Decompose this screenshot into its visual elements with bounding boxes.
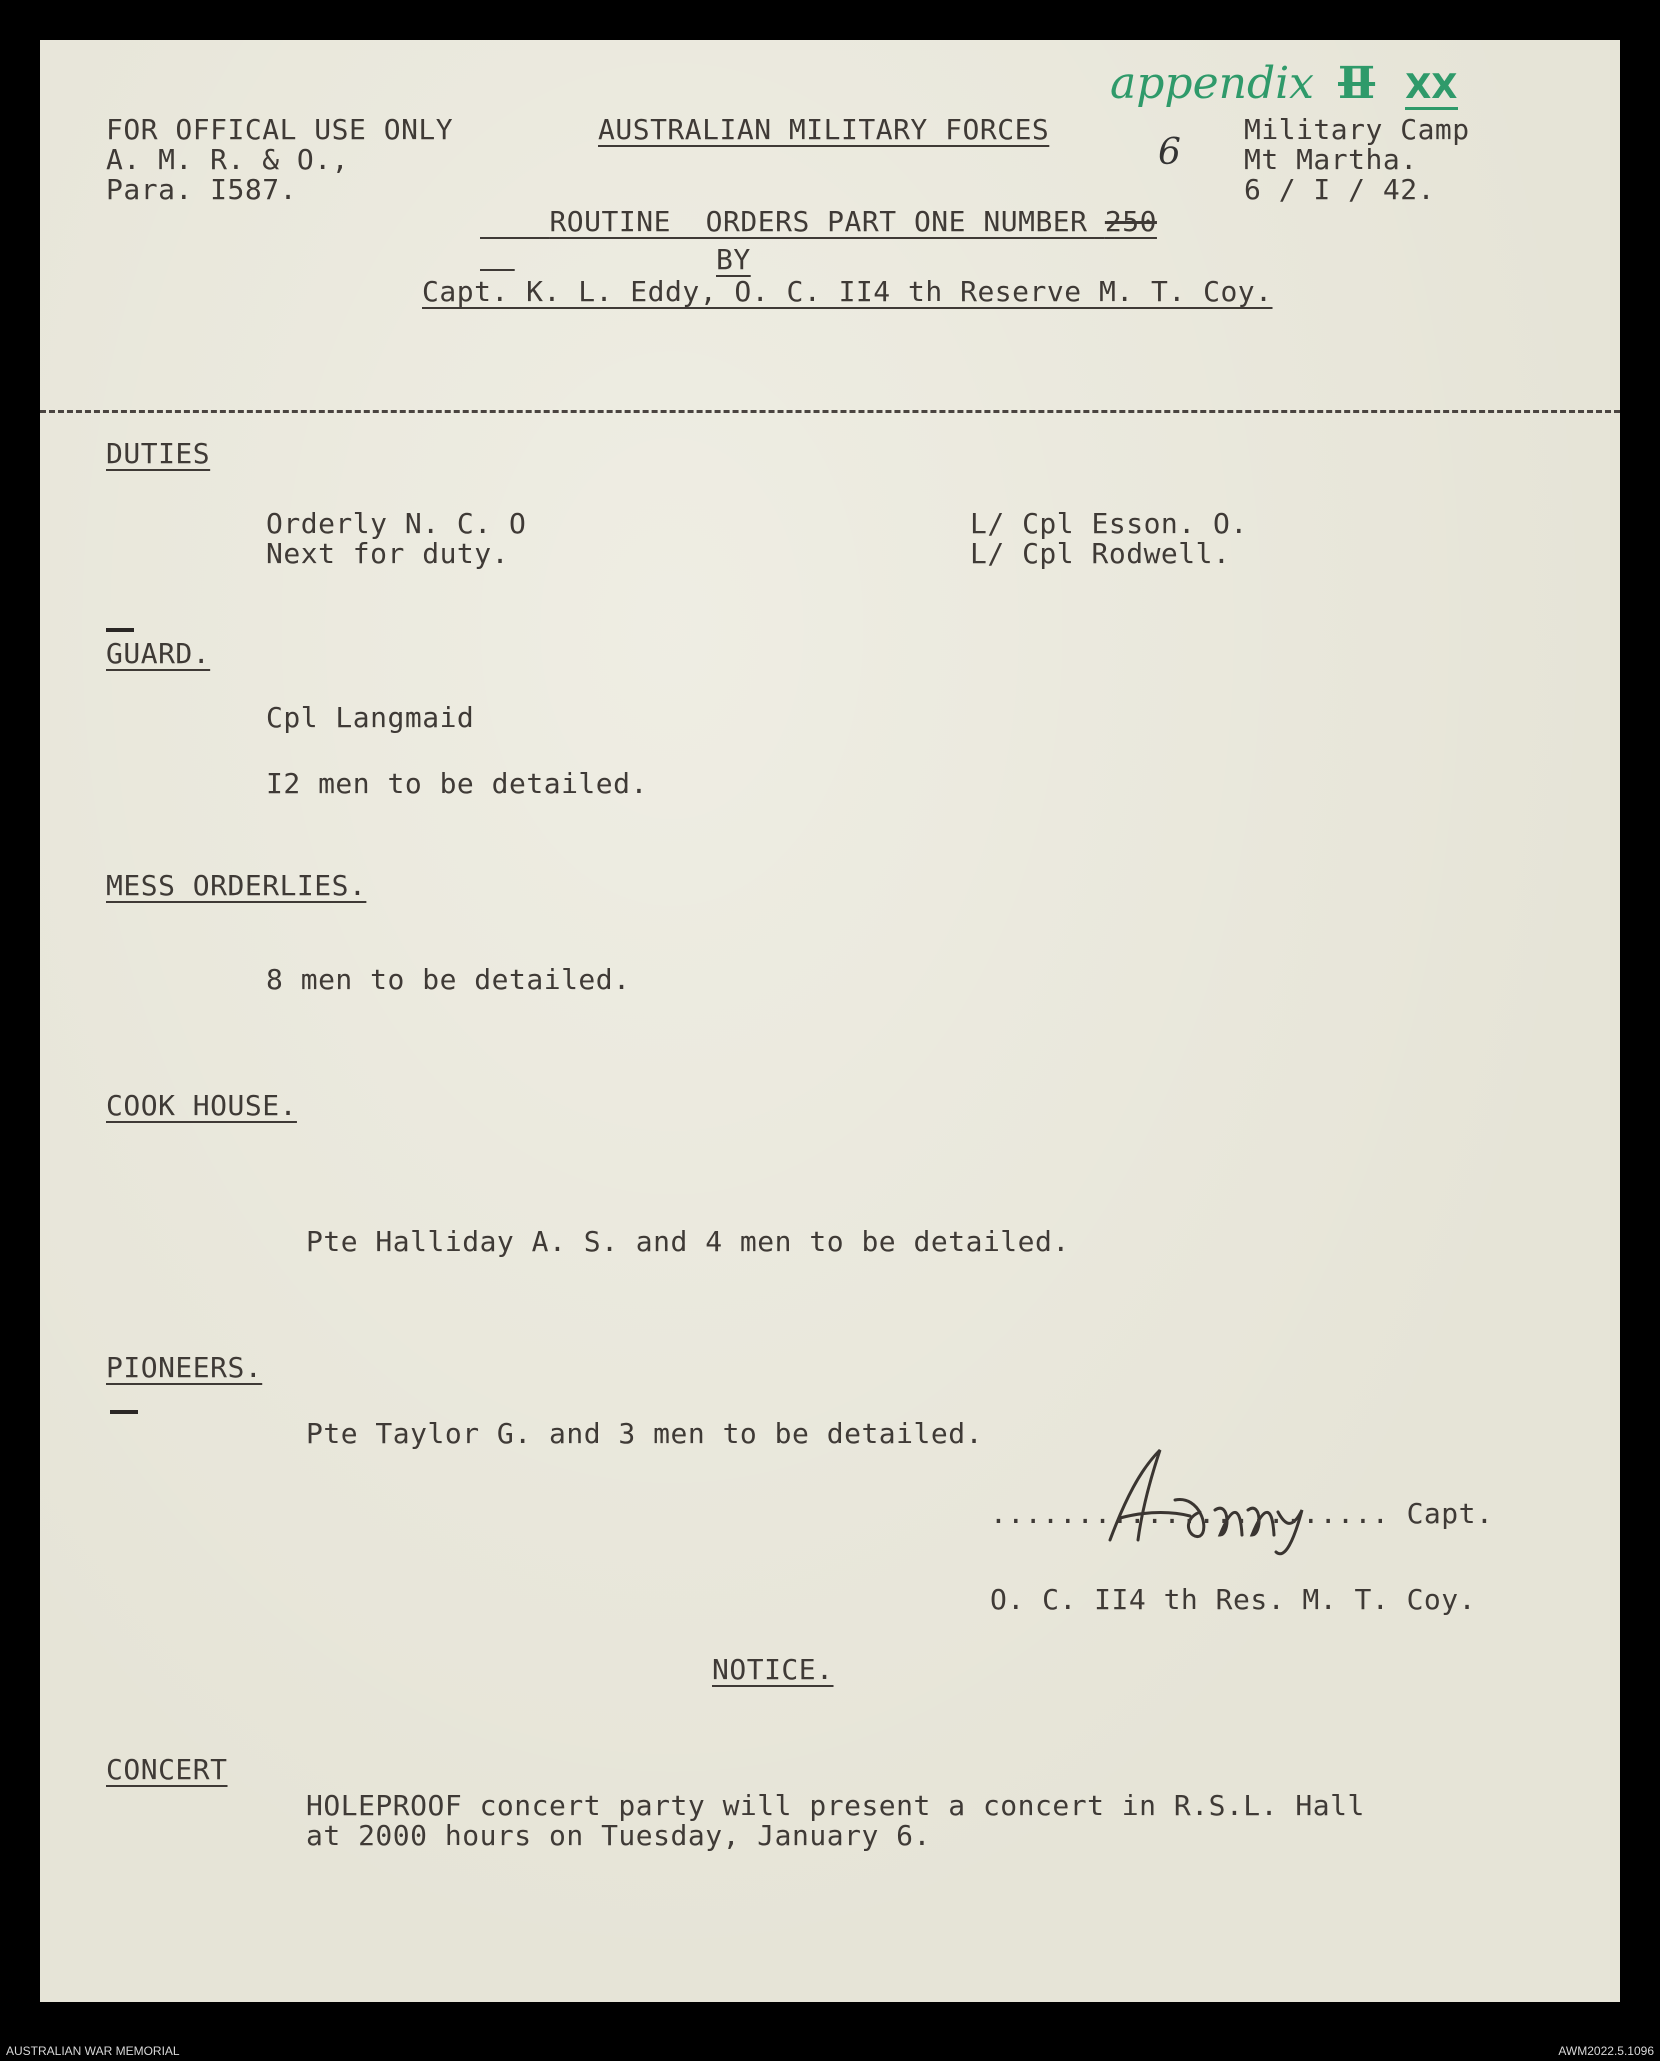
guard-heading: GUARD. (106, 637, 211, 670)
cook-house-line-1: Pte Halliday A. S. and 4 men to be detailed. (306, 1225, 1070, 1258)
header-left-line-1: FOR OFFICAL USE ONLY (106, 113, 454, 146)
duty-role-2: Next for duty. (266, 537, 510, 570)
duty-role-1: Orderly N. C. O (266, 507, 527, 540)
header-right-line-2: Mt Martha. (1244, 143, 1418, 176)
handwritten-annotation: appendix Ⅱ XX (1110, 58, 1458, 109)
concert-heading: CONCERT (106, 1753, 228, 1786)
routine-orders-label: ROUTINE ORDERS PART ONE NUMBER (549, 205, 1105, 238)
cook-house-heading: COOK HOUSE. (106, 1089, 297, 1122)
margin-mark (110, 1410, 138, 1414)
handwritten-order-number: 6 (1158, 132, 1181, 173)
header-right-line-3: 6 / I / 42. (1244, 173, 1435, 206)
header-left-line-3: Para. I587. (106, 173, 297, 206)
concert-line-1: HOLEPROOF concert party will present a concert in R.S.L. Hall (306, 1789, 1365, 1822)
by-label: BY (716, 243, 751, 276)
mess-orderlies-heading: MESS ORDERLIES. (106, 869, 367, 902)
header-routine-orders (480, 174, 1157, 270)
duty-name-1: L/ Cpl Esson. O. (970, 507, 1248, 540)
signature-line: ....................... Capt. (990, 1497, 1494, 1530)
duty-name-2: L/ Cpl Rodwell. (970, 537, 1231, 570)
issuer-line: Capt. K. L. Eddy, O. C. II4 th Reserve M. T. Coy. (422, 275, 1273, 308)
mess-orderlies-line-1: 8 men to be detailed. (266, 963, 631, 996)
concert-line-2: at 2000 hours on Tuesday, January 6. (306, 1819, 931, 1852)
notice-heading: NOTICE. (712, 1653, 834, 1686)
pioneers-heading: PIONEERS. (106, 1351, 263, 1384)
annotation-text: appendix (1110, 58, 1314, 109)
duties-heading: DUTIES (106, 437, 211, 470)
margin-mark (106, 628, 134, 632)
footer-reference: AWM2022.5.1096 (1558, 2044, 1654, 2058)
annotation-numeral: XX (1405, 67, 1457, 110)
footer-credit: AUSTRALIAN WAR MEMORIAL (6, 2044, 180, 2058)
struck-order-number: 250 (1104, 205, 1157, 238)
header-right-line-1: Military Camp (1244, 113, 1470, 146)
header-title: AUSTRALIAN MILITARY FORCES (598, 113, 1050, 146)
signature-title: O. C. II4 th Res. M. T. Coy. (990, 1583, 1477, 1616)
guard-line-1: Cpl Langmaid (266, 701, 475, 734)
header-left-line-2: A. M. R. & O., (106, 143, 350, 176)
divider-rule (40, 410, 1620, 413)
guard-line-2: I2 men to be detailed. (266, 767, 648, 800)
pioneers-line-1: Pte Taylor G. and 3 men to be detailed. (306, 1417, 983, 1450)
document-page (40, 40, 1620, 2002)
